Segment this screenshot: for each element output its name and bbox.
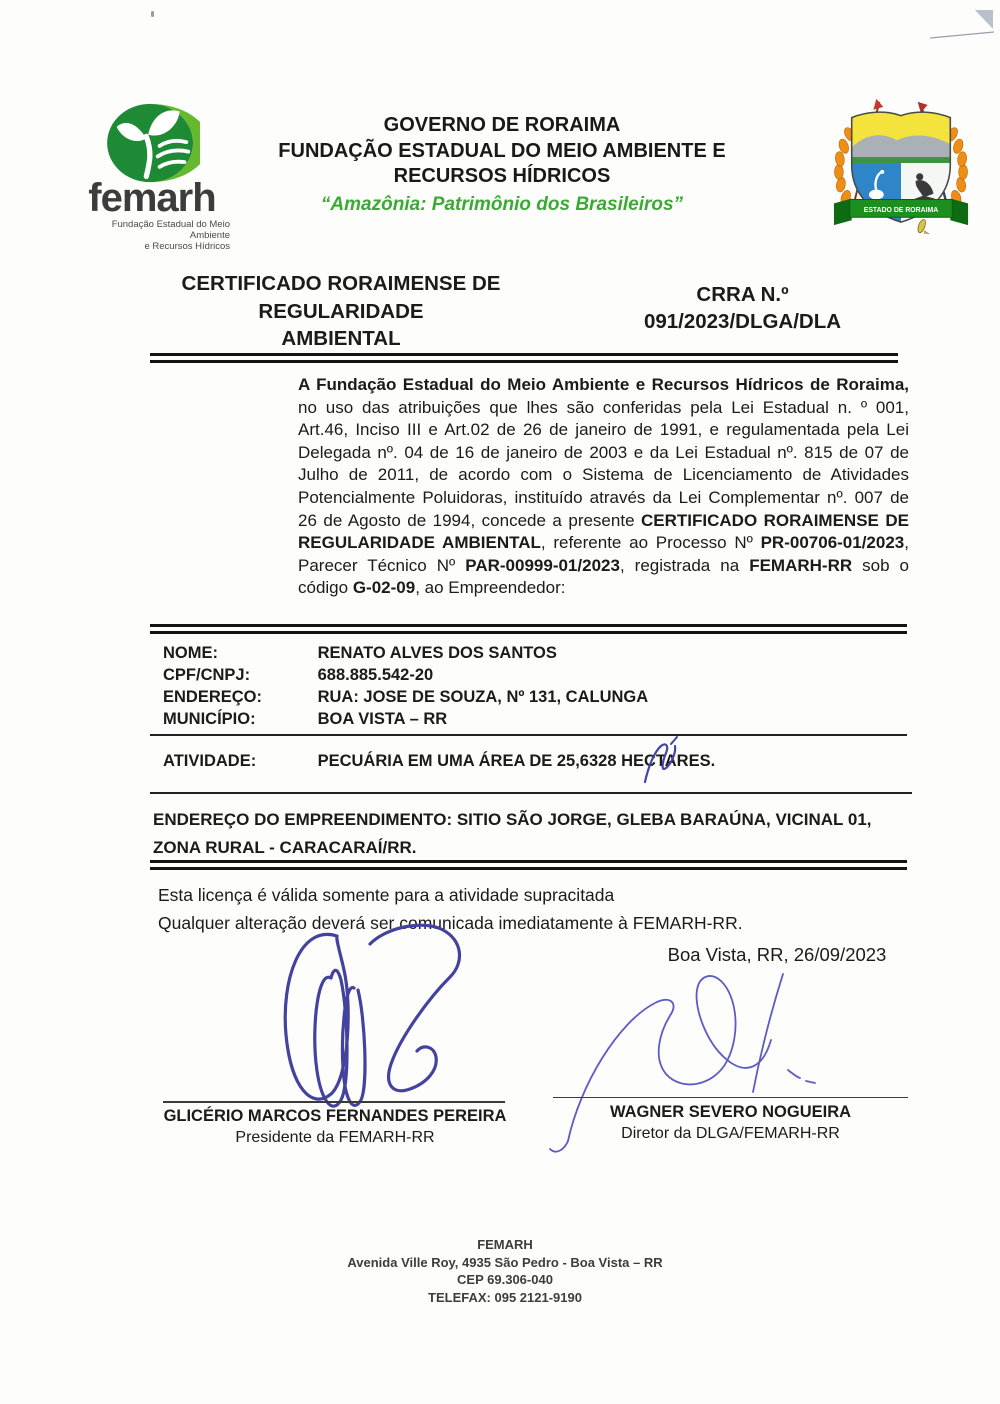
org-line-foundation: FUNDAÇÃO ESTADUAL DO MEIO AMBIENTE E bbox=[278, 139, 726, 162]
info-row-endereco bbox=[163, 686, 923, 708]
footer-org: FEMARH bbox=[477, 1237, 533, 1252]
footer-address: Avenida Ville Roy, 4935 São Pedro - Boa Vista – RR bbox=[347, 1254, 663, 1270]
validity-line2: Qualquer alteração deverá ser comunicada imediatamente à FEMARH-RR. bbox=[158, 912, 743, 933]
certificate-title-line1: CERTIFICADO RORAIMENSE DE bbox=[181, 272, 501, 295]
signatory-right-role: Diretor da DLGA/FEMARH-RR bbox=[621, 1125, 840, 1142]
info-value-nome: RENATO ALVES DOS SANTOS bbox=[317, 644, 557, 662]
divider-body bbox=[150, 624, 907, 634]
footer-block bbox=[205, 1236, 805, 1306]
scan-speck bbox=[151, 11, 154, 17]
certificate-title bbox=[158, 270, 524, 353]
signatory-right-name: WAGNER SEVERO NOGUEIRA bbox=[609, 1103, 852, 1121]
femarh-wordmark: femarh bbox=[88, 176, 216, 220]
info-value-endereco: RUA: JOSE DE SOUZA, Nº 131, CALUNGA bbox=[317, 688, 649, 706]
signature-line-right bbox=[553, 1097, 908, 1098]
activity-label: ATIVIDADE: bbox=[163, 752, 257, 770]
info-label-endereco: ENDEREÇO: bbox=[163, 688, 263, 706]
signatory-left-role: Presidente da FEMARH-RR bbox=[235, 1129, 435, 1146]
org-line-resources: RECURSOS HÍDRICOS bbox=[393, 165, 611, 187]
scan-artifact-corner bbox=[920, 0, 1000, 50]
crra-number-label: CRRA N.º bbox=[696, 283, 789, 306]
femarh-logo-block bbox=[72, 102, 232, 252]
certificate-body-paragraph: A Fundação Estadual do Meio Ambiente e Recursos Hídricos de Roraima, no uso das atribuições que lhes são conferidas pela Lei Estadual n. º 001, Art.46, Inciso III e Art.02 de 26 de janeiro de 1991, e regulamentada pela Lei Delegada nº. 04 de 16 de janeiro de 2003 e da Lei Estadual nº. 815 de 07 de Julho de 2011, de acordo com o Sistema de Licenciamento de Atividades Potencialmente Poluidoras, instituído através da Lei Complementar nº. 007 de 26 de Agosto de 1994, concede a presente CERTIFICADO RORAIMENSE DE REGULARIDADE AMBIENTAL, referente ao Processo Nº PR-00706-01/2023, Parecer Técnico Nº PAR-00999-01/2023, registrada na FEMARH-RR sob o código G-02-09, ao Empreendedor: bbox=[298, 375, 909, 598]
signatory-left bbox=[140, 1105, 530, 1149]
info-value-cpf: 688.885.542-20 bbox=[317, 666, 434, 684]
place-date: Boa Vista, RR, 26/09/2023 bbox=[667, 944, 887, 965]
divider-info bbox=[150, 734, 907, 736]
activity-row bbox=[163, 752, 923, 771]
entrepreneur-info bbox=[163, 642, 923, 730]
signatory-right bbox=[553, 1101, 908, 1145]
enterprise-address: ENDEREÇO DO EMPREENDIMENTO: SITIO SÃO JORGE, GLEBA BARAÚNA, VICINAL 01, ZONA RURAL - CARACARAÍ/RR. bbox=[153, 810, 872, 857]
info-label-municipio: MUNICÍPIO: bbox=[163, 710, 256, 728]
info-row-municipio bbox=[163, 708, 923, 730]
crest-banner-text: ESTADO DE RORAIMA bbox=[863, 206, 939, 214]
header-motto: “Amazônia: Patrimônio dos Brasileiros” bbox=[320, 193, 684, 215]
signature-line-left bbox=[163, 1101, 505, 1103]
roraima-coat-of-arms bbox=[822, 94, 980, 234]
ink-initials-mark bbox=[632, 736, 692, 790]
footer-cep: CEP 69.306-040 bbox=[457, 1272, 553, 1287]
divider-activity bbox=[150, 792, 912, 794]
certificate-title-line2: REGULARIDADE bbox=[258, 299, 424, 323]
info-label-cpf: CPF/CNPJ: bbox=[163, 666, 251, 684]
header-org-block bbox=[237, 113, 767, 219]
info-row-nome bbox=[163, 642, 923, 664]
femarh-tagline-line2: e Recursos Hídricos bbox=[144, 241, 230, 252]
info-label-nome: NOME: bbox=[163, 644, 218, 662]
org-line-government: GOVERNO DE RORAIMA bbox=[383, 114, 621, 136]
info-value-municipio: BOA VISTA – RR bbox=[317, 710, 448, 728]
crra-number-value: 091/2023/DLGA/DLA bbox=[643, 310, 842, 333]
crra-number-block bbox=[610, 281, 875, 335]
divider-enterprise bbox=[150, 860, 907, 870]
divider-title bbox=[150, 353, 898, 363]
footer-telefax: TELEFAX: 095 2121-9190 bbox=[428, 1289, 582, 1305]
certificate-title-line3: AMBIENTAL bbox=[281, 327, 401, 350]
validity-line1: Esta licença é válida somente para a atividade supracitada bbox=[158, 885, 615, 905]
activity-value: PECUÁRIA EM UMA ÁREA DE 25,6328 HECTARES. bbox=[317, 752, 716, 770]
femarh-tagline-line1: Fundação Estadual do Meio Ambiente bbox=[111, 219, 230, 241]
femarh-logo-icon bbox=[104, 102, 200, 186]
signatory-left-name: GLICÉRIO MARCOS FERNANDES PEREIRA bbox=[163, 1107, 507, 1125]
info-row-cpf bbox=[163, 664, 923, 686]
